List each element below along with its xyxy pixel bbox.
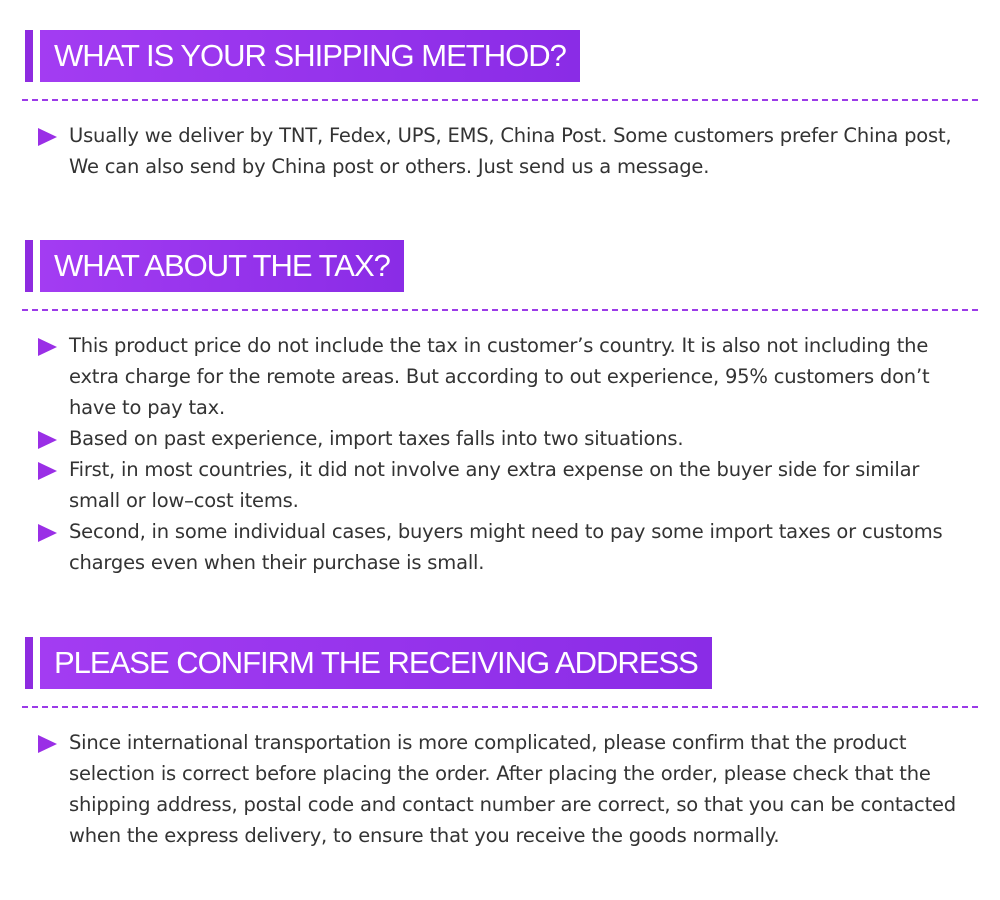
section-header [0,30,1000,82]
list-item [36,454,966,516]
bullet-list [36,120,966,182]
section-title: WHAT ABOUT THE TAX? [40,240,404,292]
list-item-text: Second, in some individual cases, buyers might need to pay some import taxes or customs charges even when their purchase is small. [69,520,943,574]
triangle-right-icon [38,462,57,480]
list-item [36,516,966,578]
triangle-right-icon [38,431,57,449]
dashed-divider [22,309,978,311]
triangle-right-icon [38,338,57,356]
list-item [36,423,966,454]
triangle-right-icon [38,128,57,146]
dashed-divider [22,99,978,101]
section-title: PLEASE CONFIRM THE RECEIVING ADDRESS [40,637,712,689]
list-item [36,330,966,423]
list-item-text: First, in most countries, it did not involve any extra expense on the buyer side for similar small or low–cost items. [69,458,920,512]
dashed-divider [22,706,978,708]
list-item-text: Since international transportation is more complicated, please confirm that the product selection is correct before placing the order. After placing the order, please check that the shipping address, postal code and contact number are correct, so that you can be contacted when the express delivery, to ensure that you receive the goods normally. [69,731,956,847]
list-item-text: Based on past experience, import taxes falls into two situations. [69,427,684,450]
section-title: WHAT IS YOUR SHIPPING METHOD? [40,30,580,82]
heading-accent-bar [25,637,33,689]
bullet-list [36,330,966,578]
list-item-text: Usually we deliver by TNT, Fedex, UPS, EMS, China Post. Some customers prefer China post, We can also send by China post or others. Just send us a message. [69,124,952,178]
section-header [0,637,1000,689]
list-item-text: This product price do not include the tax in customer’s country. It is also not including the extra charge for the remote areas. But according to out experience, 95% customers don’t have to pay tax. [69,334,930,419]
list-item [36,727,966,851]
heading-accent-bar [25,30,33,82]
triangle-right-icon [38,524,57,542]
list-item [36,120,966,182]
section-header [0,240,1000,292]
triangle-right-icon [38,735,57,753]
heading-accent-bar [25,240,33,292]
bullet-list [36,727,966,851]
